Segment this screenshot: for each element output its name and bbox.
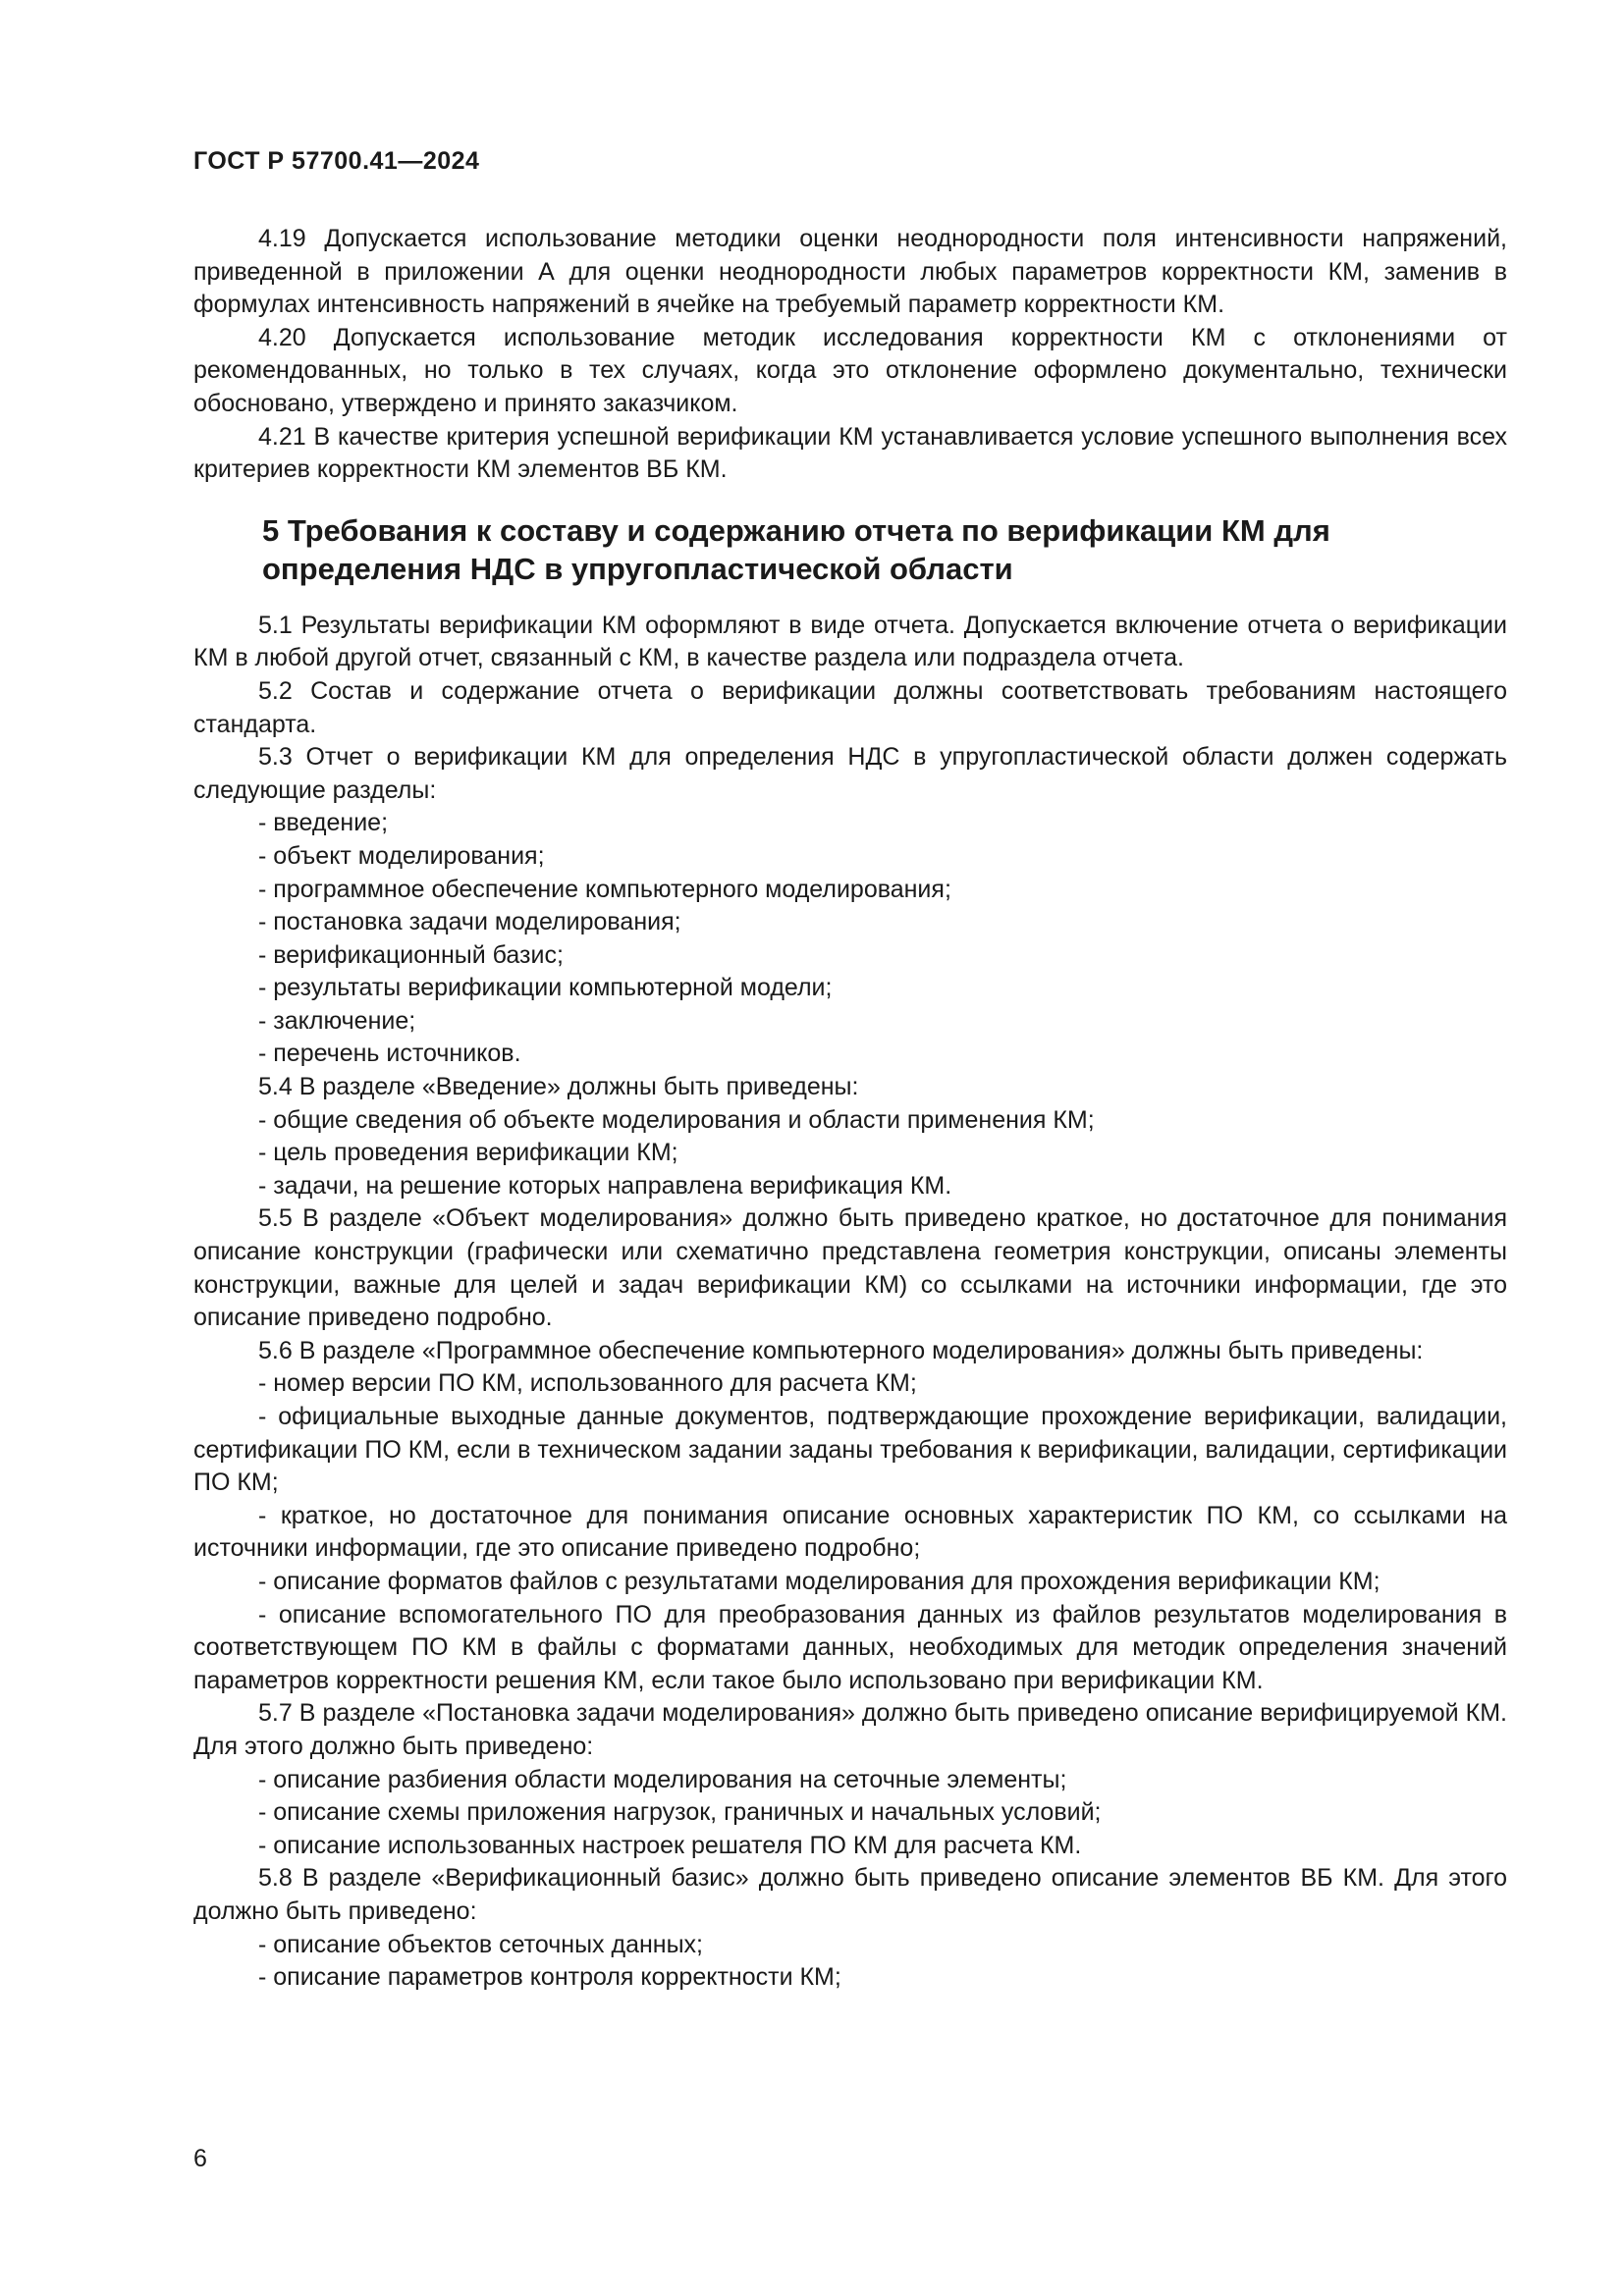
- list-item: - описание форматов файлов с результатами моделирования для прохождения верификации КМ;: [258, 1567, 1380, 1595]
- paragraph-5-5: 5.5 В разделе «Объект моделирования» должно быть приведено краткое, но достаточное для понимания описание конструкции (графически или схематично представлена геометрия конструкции, описаны элементы конструкции, важные для целей и задач верификации КМ) со ссылками на источники информации, где это описание приведено подробно.: [193, 1204, 1507, 1332]
- list-item: - цель проведения верификации КМ;: [258, 1139, 678, 1167]
- list-item: - программное обеспечение компьютерного моделирования;: [258, 875, 951, 903]
- section-5-heading: 5 Требования к составу и содержанию отчета по верификации КМ для определения НДС в упругопластической области: [262, 512, 1330, 586]
- list-item: - номер версии ПО КМ, использованного для расчета КМ;: [258, 1369, 917, 1398]
- paragraph-4-19: 4.19 Допускается использование методики оценки неоднородности поля интенсивности напряжений, приведенной в приложении А для оценки неоднородности любых параметров корректности КМ, заменив в формулах интенсивность напряжений в ячейке на требуемый параметр корректности КМ.: [193, 225, 1507, 319]
- document-body: [193, 223, 1507, 1995]
- list-item: - задачи, на решение которых направлена верификация КМ.: [258, 1171, 952, 1200]
- paragraph-4-21: 4.21 В качестве критерия успешной верификации КМ устанавливается условие успешного выполнения всех критериев корректности КМ элементов ВБ КМ.: [193, 422, 1507, 484]
- document-header: ГОСТ Р 57700.41—2024: [193, 147, 480, 175]
- list-item: - краткое, но достаточное для понимания описание основных характеристик ПО КМ, со ссылками на источники информации, где это описание приведено подробно;: [193, 1501, 1507, 1563]
- paragraph-5-8: 5.8 В разделе «Верификационный базис» должно быть приведено описание элементов ВБ КМ. Для этого должно быть приведено:: [193, 1864, 1507, 1925]
- list-item: - описание параметров контроля корректности КМ;: [258, 1963, 841, 1992]
- list-item: - описание разбиения области моделирования на сеточные элементы;: [258, 1765, 1067, 1793]
- list-item: - верификационный базис;: [258, 940, 564, 969]
- paragraph-5-7: 5.7 В разделе «Постановка задачи моделирования» должно быть приведено описание верифицируемой КМ. Для этого должно быть приведено:: [193, 1699, 1507, 1760]
- paragraph-5-6: 5.6 В разделе «Программное обеспечение компьютерного моделирования» должны быть приведены:: [258, 1336, 1424, 1364]
- list-item: - официальные выходные данные документов, подтверждающие прохождение верификации, валидации, сертификации ПО КМ, если в техническом задании заданы требования к верификации, валидации, сертификации ПО КМ;: [193, 1403, 1507, 1497]
- list-item: - объект моделирования;: [258, 841, 545, 870]
- paragraph-5-3: 5.3 Отчет о верификации КМ для определения НДС в упругопластической области должен содержать следующие разделы:: [193, 743, 1507, 804]
- list-item: - введение;: [258, 809, 389, 837]
- paragraph-5-4: 5.4 В разделе «Введение» должны быть приведены:: [258, 1073, 859, 1101]
- paragraph-5-1: 5.1 Результаты верификации КМ оформляют в виде отчета. Допускается включение отчета о верификации КМ в любой другой отчет, связанный с КМ, в качестве раздела или подраздела отчета.: [193, 611, 1507, 672]
- list-item: - описание вспомогательного ПО для преобразования данных из файлов результатов моделирования в соответствующем ПО КМ в файлы с форматами данных, необходимых для методик определения значений параметров корректности решения КМ, если такое было использовано при верификации КМ.: [193, 1600, 1507, 1694]
- list-item: - заключение;: [258, 1006, 416, 1035]
- paragraph-5-2: 5.2 Состав и содержание отчета о верификации должны соответствовать требованиям настоящего стандарта.: [193, 676, 1507, 738]
- page-number: 6: [193, 2145, 207, 2172]
- list-item: - описание объектов сеточных данных;: [258, 1930, 704, 1958]
- paragraph-4-20: 4.20 Допускается использование методик исследования корректности КМ с отклонениями от рекомендованных, но только в тех случаях, когда это отклонение оформлено документально, технически обосновано, утверждено и принято заказчиком.: [193, 323, 1507, 417]
- list-item: - описание схемы приложения нагрузок, граничных и начальных условий;: [258, 1798, 1102, 1827]
- list-item: - перечень источников.: [258, 1040, 521, 1068]
- list-item: - постановка задачи моделирования;: [258, 908, 681, 936]
- list-item: - результаты верификации компьютерной модели;: [258, 974, 833, 1002]
- list-item: - описание использованных настроек решателя ПО КМ для расчета КМ.: [258, 1831, 1082, 1859]
- list-item: - общие сведения об объекте моделирования и области применения КМ;: [258, 1105, 1095, 1134]
